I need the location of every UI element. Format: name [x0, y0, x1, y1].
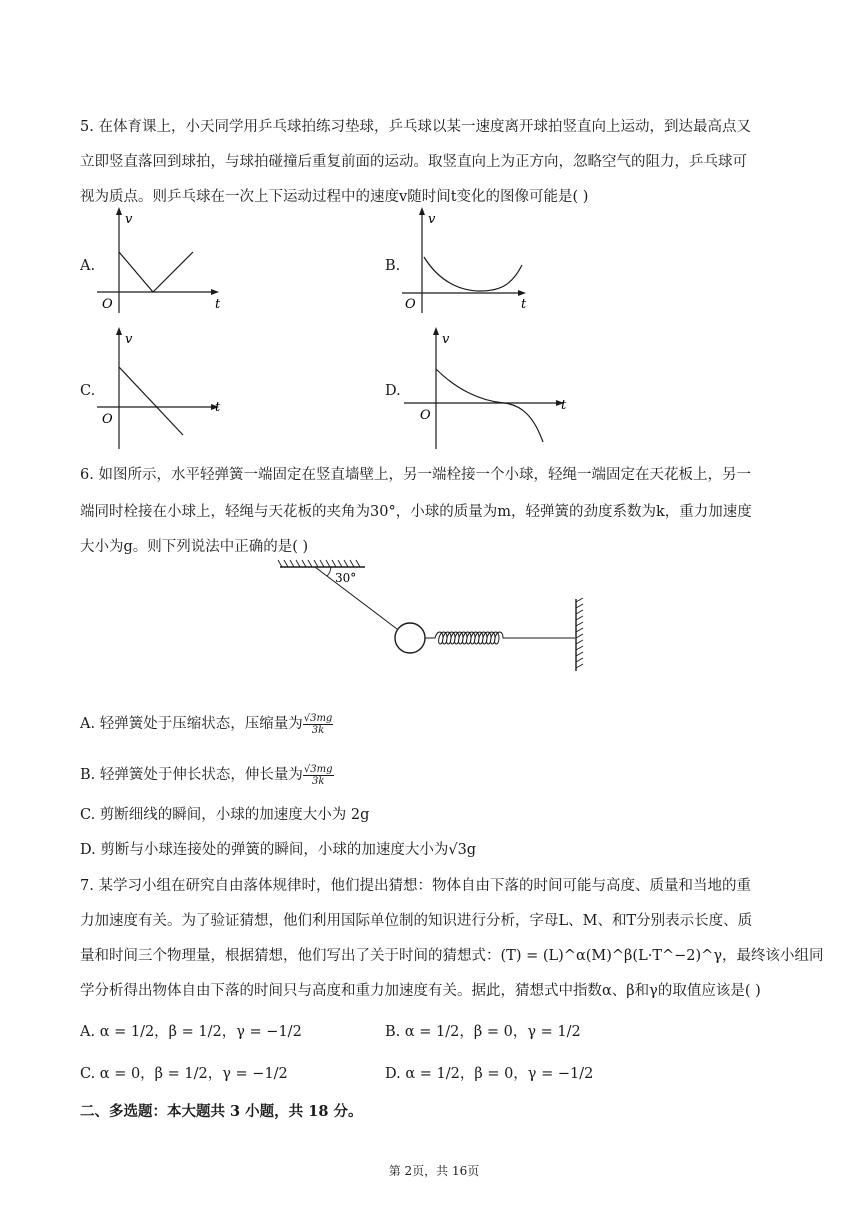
q6-option-b-fraction — [303, 764, 334, 787]
graph-b-t-label: t — [521, 297, 527, 312]
graph-b — [400, 205, 535, 315]
graph-a-origin-label: O — [102, 297, 113, 312]
ceiling — [278, 560, 365, 567]
spring — [425, 632, 575, 644]
ball — [395, 623, 425, 653]
q6-option-d: D. 剪断与小球连接处的弹簧的瞬间，小球的加速度大小为√3g — [80, 842, 477, 858]
graph-c-t-label: t — [215, 400, 221, 415]
q7-line2: 力加速度有关。为了验证猜想，他们利用国际单位制的知识进行分析，字母L、M、和T分别表示长度、质 — [80, 913, 753, 929]
graph-c-origin-label: O — [102, 412, 113, 427]
q5-option-b-label: B. — [385, 258, 401, 274]
q6-option-b — [80, 763, 334, 787]
q7-option-d: D. α = 1/2，β = 0，γ = −1/2 — [385, 1066, 594, 1082]
q6-line2: 端同时栓接在小球上，轻绳与天花板的夹角为30°，小球的质量为m，轻弹簧的劲度系数为k，重力加速度 — [80, 504, 752, 520]
graph-a-v-label: v — [125, 212, 133, 227]
graph-d — [400, 325, 575, 450]
graph-d-t-label: t — [561, 398, 567, 413]
graph-c — [95, 325, 230, 450]
q6-option-c: C. 剪断细线的瞬间，小球的加速度大小为 2g — [80, 807, 370, 823]
q7-option-a: A. α = 1/2，β = 1/2，γ = −1/2 — [80, 1024, 302, 1040]
page-footer: 第 2页，共 16页 — [388, 1164, 480, 1178]
graph-a-t-label: t — [215, 297, 221, 312]
q6-option-b-frac-den: 3k — [311, 775, 325, 787]
q7-line4: 学分析得出物体自由下落的时间只与高度和重力加速度有关。据此，猜想式中指数α、β和γ的取值应该是( ) — [80, 983, 761, 999]
q5-option-d-label: D. — [385, 383, 401, 399]
wall — [576, 598, 583, 671]
graph-b-v-label: v — [428, 212, 436, 227]
q6-option-a-frac-den: 3k — [311, 724, 325, 736]
spring-ball-figure — [275, 555, 595, 675]
q5-option-a-label: A. — [80, 258, 96, 274]
q7-option-b: B. α = 1/2，β = 0，γ = 1/2 — [385, 1024, 581, 1040]
graph-a — [95, 205, 230, 315]
q6-option-b-frac-num: √3mg — [303, 763, 333, 775]
section-heading-multiple-choice: 二、多选题：本大题共 3 小题，共 18 分。 — [80, 1103, 363, 1120]
q5-line1: 5. 在体育课上，小天同学用乒乓球拍练习垫球，乒乓球以某一速度离开球拍竖直向上运动，到达最高点又 — [80, 119, 751, 135]
graph-d-v-label: v — [442, 332, 450, 347]
graph-c-v-label: v — [125, 332, 133, 347]
q7-line3: 量和时间三个物理量，根据猜想，他们写出了关于时间的猜想式：(T) = (L)^α(M)^β(L·T^−2)^γ，最终该小组同 — [80, 948, 824, 964]
q5-line3: 视为质点。则乒乓球在一次上下运动过程中的速度v随时间t变化的图像可能是( ) — [80, 189, 589, 205]
q6-option-a — [80, 712, 333, 736]
graph-b-origin-label: O — [405, 297, 416, 312]
q5-option-c-label: C. — [80, 383, 96, 399]
q6-option-a-frac-num: √3mg — [303, 712, 333, 724]
graph-d-origin-label: O — [420, 408, 431, 423]
q6-line1: 6. 如图所示，水平轻弹簧一端固定在竖直墙壁上，另一端栓接一个小球，轻绳一端固定在天花板上，另一 — [80, 467, 751, 483]
q6-option-a-text: A. 轻弹簧处于压缩状态，压缩量为 — [80, 716, 303, 732]
q5-line2: 立即竖直落回到球拍，与球拍碰撞后重复前面的运动。取竖直向上为正方向，忽略空气的阻力，乒乓球可 — [80, 154, 747, 170]
q6-line3: 大小为g。则下列说法中正确的是( ) — [80, 539, 309, 555]
q6-option-b-text: B. 轻弹簧处于伸长状态，伸长量为 — [80, 767, 303, 783]
angle-arc — [327, 567, 331, 576]
q7-line1: 7. 某学习小组在研究自由落体规律时，他们提出猜想：物体自由下落的时间可能与高度、质量和当地的重 — [80, 878, 751, 894]
angle-label: 30° — [335, 571, 357, 585]
q6-option-a-fraction — [303, 713, 334, 736]
q7-option-c: C. α = 0，β = 1/2，γ = −1/2 — [80, 1066, 288, 1082]
